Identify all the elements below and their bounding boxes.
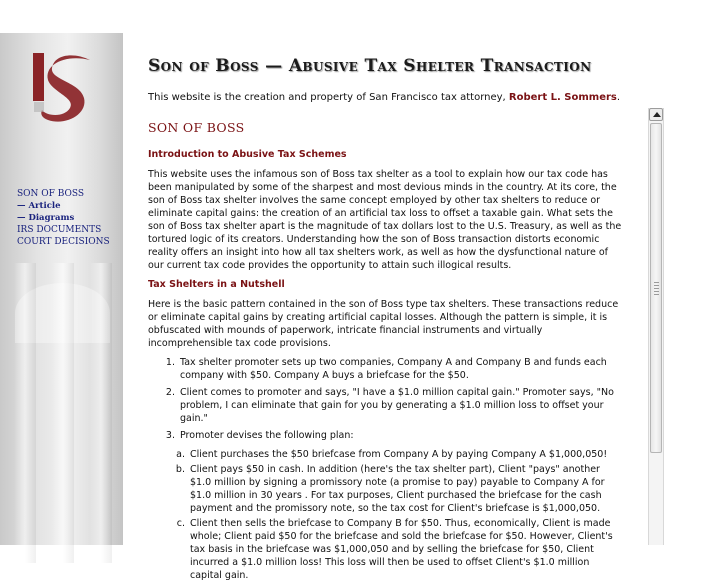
section-title: SON OF BOSS — [148, 120, 245, 135]
list-item: b. Client pays $50 in cash. In addition (here's the tax shelter part), Client "pays" another $1.0 million by signing a promissory note (a promise to pay) payable to Company A for $1.0 million in 30 years . For tax purposes, Client purchased the briefcase for the cash payment and the promissory note, so the tax cost for Client's briefcase is $1,000,050. — [188, 463, 623, 515]
author-link[interactable]: Robert L. Sommers — [508, 92, 617, 103]
plan-list — [174, 448, 623, 582]
steps-list — [148, 356, 623, 582]
list-item: c. Client then sells the briefcase to Company B for $50. Thus, economically, Client is made whole; Client paid $50 for the briefcase and sold the briefcase for $50. However, Client's tax basis in the briefcase was $1,000,050 and by selling the briefcase for $50, Client incurred a $1.0 million loss! This loss will then be used to offset Client's $1.0 million capital gain. — [188, 517, 623, 582]
main-content — [148, 118, 623, 581]
nav-diagrams[interactable]: — Diagrams — [17, 213, 75, 223]
column-decoration — [52, 263, 74, 563]
list-item: a. Client purchases the $50 briefcase from Company A by paying Company A $1,000,050! — [188, 448, 623, 461]
nutshell-heading: Tax Shelters in a Nutshell — [148, 279, 285, 290]
credit-text: This website is the creation and property of San Francisco tax attorney, — [148, 92, 506, 103]
column-decoration — [14, 263, 36, 563]
scrollbar-grip-icon — [654, 282, 659, 296]
list-item-text: Promoter devises the following plan: — [180, 430, 354, 441]
credit-line — [148, 92, 620, 103]
page-title: Son of Boss — Abusive Tax Shelter Transaction — [148, 56, 592, 76]
column-decoration — [90, 263, 112, 563]
nav-irs-documents[interactable]: IRS DOCUMENTS — [17, 225, 102, 235]
rs-logo — [30, 50, 98, 130]
scroll-up-arrow-icon[interactable] — [649, 108, 663, 121]
intro-paragraph: This website uses the infamous son of Boss tax shelter as a tool to explain how our tax code has been manipulated by some of the sharpest and most devious minds in the country. At its core, the son of Boss tax shelter involves the same concept employed by other tax shelters to reduce or eliminate capital gains: the creation of an artificial tax loss to offset a taxable gain. What sets the son of Boss tax shelter apart is the magnitude of tax dollars lost to the U.S. Treasury, as well as the tortured logic of its creators. Understanding how the son of Boss transaction distorts economic reality offers an insight into how all tax shelters work, as well as how the dysfunctional nature of our current tax code provides the opportunity to attain such illogical results. — [148, 169, 622, 271]
nav-son-of-boss[interactable]: SON OF BOSS — [17, 189, 85, 199]
nav-court-decisions[interactable]: COURT DECISIONS — [17, 237, 110, 247]
scrollbar-thumb[interactable] — [650, 123, 662, 453]
list-item: 1. Tax shelter promoter sets up two companies, Company A and Company B and funds each company with $50. Company A buys a briefcase for the $50. — [178, 356, 623, 382]
intro-heading: Introduction to Abusive Tax Schemes — [148, 149, 347, 160]
vertical-scrollbar[interactable] — [648, 108, 664, 545]
credit-suffix: . — [616, 92, 621, 103]
nutshell-paragraph: Here is the basic pattern contained in the son of Boss type tax shelters. These transactions reduce or eliminate capital gains by creating artificial capital losses. Although the pattern is simple, it is obfuscated with mounds of paperwork, intricate financial instruments and virtually incomprehensible tax code provisions. — [148, 299, 619, 349]
sidebar — [0, 33, 123, 545]
list-item — [178, 429, 623, 582]
list-item: 2. Client comes to promoter and says, "I have a $1.0 million capital gain." Promoter says, "No problem, I can eliminate that gain for you by generating a $1.0 million loss to offset your gain." — [178, 386, 623, 425]
sidebar-nav — [17, 188, 110, 248]
nav-article[interactable]: — Article — [17, 201, 61, 211]
